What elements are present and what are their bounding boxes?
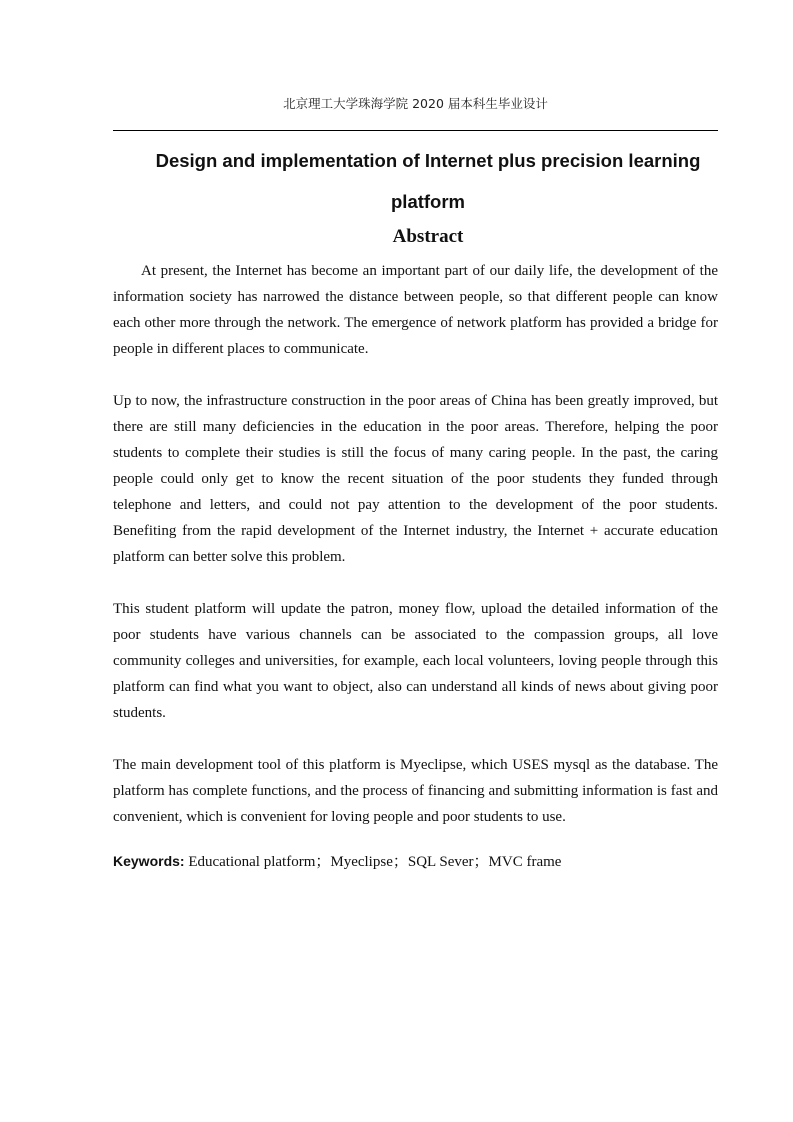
thesis-title-line-2: platform xyxy=(391,191,465,212)
thesis-title-line-1: Design and implementation of Internet plus precision learning xyxy=(155,150,701,171)
header-rule xyxy=(113,130,718,131)
abstract-paragraph: At present, the Internet has become an important part of our daily life, the development of the information society has narrowed the distance between people, so that different people can know each other more through the network. The emergence of network platform has provided a bridge for people in different places to communicate. xyxy=(113,263,718,357)
keywords-line xyxy=(113,848,718,875)
abstract-body xyxy=(113,258,718,856)
abstract-heading: Abstract xyxy=(392,226,464,247)
abstract-paragraph: The main development tool of this platform is Myeclipse, which USES mysql as the database. The platform has complete functions, and the process of financing and submitting information is fast and convenient, which is convenient for loving people and poor students to use. xyxy=(113,757,718,825)
keywords-label: Keywords: xyxy=(113,853,185,869)
keywords-value: Educational platform；Myeclipse；SQL Sever；MVC frame xyxy=(188,854,562,870)
running-header: 北京理工大学珠海学院 2020 届本科生毕业设计 xyxy=(283,96,548,111)
thesis-title xyxy=(113,140,743,222)
abstract-paragraph: This student platform will update the patron, money flow, upload the detailed information of the poor students have various channels can be associated to the compassion groups, all love community colleges and universities, for example, each local volunteers, loving people through this platform can find what you want to object, also can understand all kinds of news about giving poor students. xyxy=(113,601,718,721)
abstract-paragraph: Up to now, the infrastructure construction in the poor areas of China has been greatly improved, but there are still many deficiencies in the education in the poor areas. Therefore, helping the poor students to complete their studies is still the focus of many caring people. In the past, the caring people could only get to know the recent situation of the poor students they funded through telephone and letters, and could not pay attention to the development of the poor students. Benefiting from the rapid development of the Internet industry, the Internet + accurate education platform can better solve this problem. xyxy=(113,393,718,565)
